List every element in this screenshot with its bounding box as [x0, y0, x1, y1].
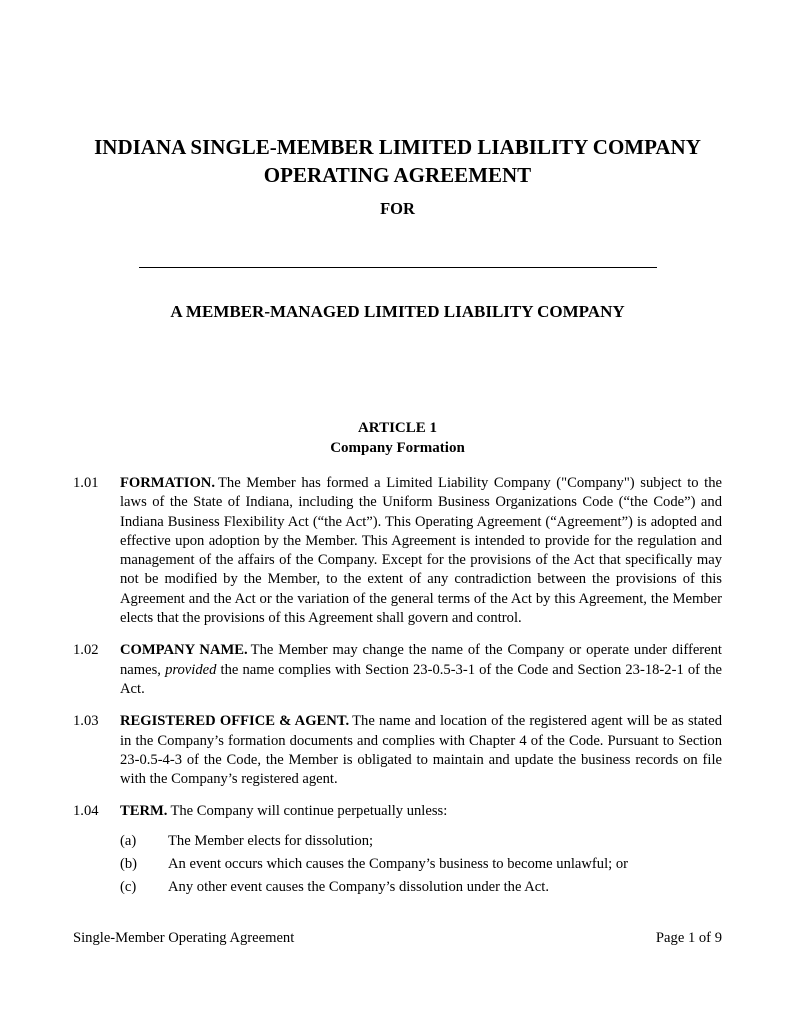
section-intro: [120, 802, 722, 821]
section-text-italic: provided: [165, 661, 217, 678]
section-number: 1.02: [73, 642, 99, 659]
section-title: COMPANY NAME.: [120, 642, 248, 659]
footer-document-name: Single-Member Operating Agreement: [73, 930, 295, 946]
list-item-label: (b): [120, 856, 138, 873]
section-number: 1.04: [73, 803, 99, 820]
section-text: The Member has formed a Limited Liability Company ("Company") subject to the laws of the State of Indiana, including the Uniform Business Organizations Code (“the Code”) and Indiana Business Flexibility Act (“the Act”). This Operating Agreement (“Agreement”) is adopted and effective upon adoption by the Member. This Agreement is intended to provide for the regulation and management of the affairs of the Company. Except for the provisions of the Act that specifically may not be modified by the Member, to the extent of any contradiction between the provisions of this Agreement and the Act or the variation of the general terms of the Act by this Agreement, the Member elects that the provisions of this Agreement shall govern and control.: [120, 475, 722, 627]
section-body: [120, 474, 722, 628]
section-text: The Member may change the name of the Company or operate under different names,: [120, 642, 722, 678]
section-title: TERM.: [120, 803, 168, 820]
document-subtitle: A MEMBER-MANAGED LIMITED LIABILITY COMPANY: [170, 302, 625, 321]
article-1-heading-title: ARTICLE 1: [357, 420, 438, 436]
section-text: the name complies with Section 23-0.5-3-1 of the Code and Section 23-18-2-1 of the Act.: [120, 661, 722, 697]
section-1-03-registered-office-agent: [73, 712, 722, 789]
section-1-04-term: [73, 802, 722, 901]
list-item-label: (a): [120, 832, 137, 849]
section-body: [120, 802, 722, 901]
term-conditions-list: [120, 832, 722, 898]
for-label: FOR: [380, 199, 415, 218]
article-1-sections: [73, 474, 722, 902]
section-number: 1.01: [73, 475, 99, 491]
list-item-text: Any other event causes the Company’s dissolution under the Act.: [168, 879, 549, 896]
section-body: [120, 712, 722, 789]
section-1-01-formation: [73, 474, 722, 628]
page-footer: [73, 929, 722, 948]
section-text: The name and location of the registered agent will be as stated in the Company’s formation documents and complies with Chapter 4 of the Code. Pursuant to Section 23-0.5-4-3 of the Code, the Member is obligated to maintain and update the business records on file with the Company’s registered agent.: [120, 713, 723, 788]
footer-page-number: Page 1 of 9: [655, 930, 722, 946]
article-1-heading: [73, 418, 722, 458]
list-item-text: The Member elects for dissolution;: [168, 832, 374, 849]
section-title: FORMATION.: [120, 475, 215, 491]
section-number: 1.03: [73, 713, 99, 730]
section-body: [120, 641, 722, 699]
list-item-text: An event occurs which causes the Company’s business to become unlawful; or: [168, 856, 629, 873]
section-text: The Company will continue perpetually unless:: [170, 803, 448, 820]
document-title-line2: OPERATING AGREEMENT: [263, 163, 532, 187]
list-item: [120, 878, 722, 897]
article-1-heading-subtitle: Company Formation: [330, 440, 465, 456]
list-item: [120, 855, 722, 874]
section-title: REGISTERED OFFICE & AGENT.: [120, 713, 350, 730]
company-name-blank-line: [139, 267, 657, 268]
document-title: [73, 133, 722, 189]
list-item: [120, 832, 722, 851]
section-1-02-company-name: [73, 641, 722, 699]
list-item-label: (c): [120, 879, 137, 896]
document-title-line1: INDIANA SINGLE-MEMBER LIMITED LIABILITY COMPANY: [94, 135, 701, 159]
